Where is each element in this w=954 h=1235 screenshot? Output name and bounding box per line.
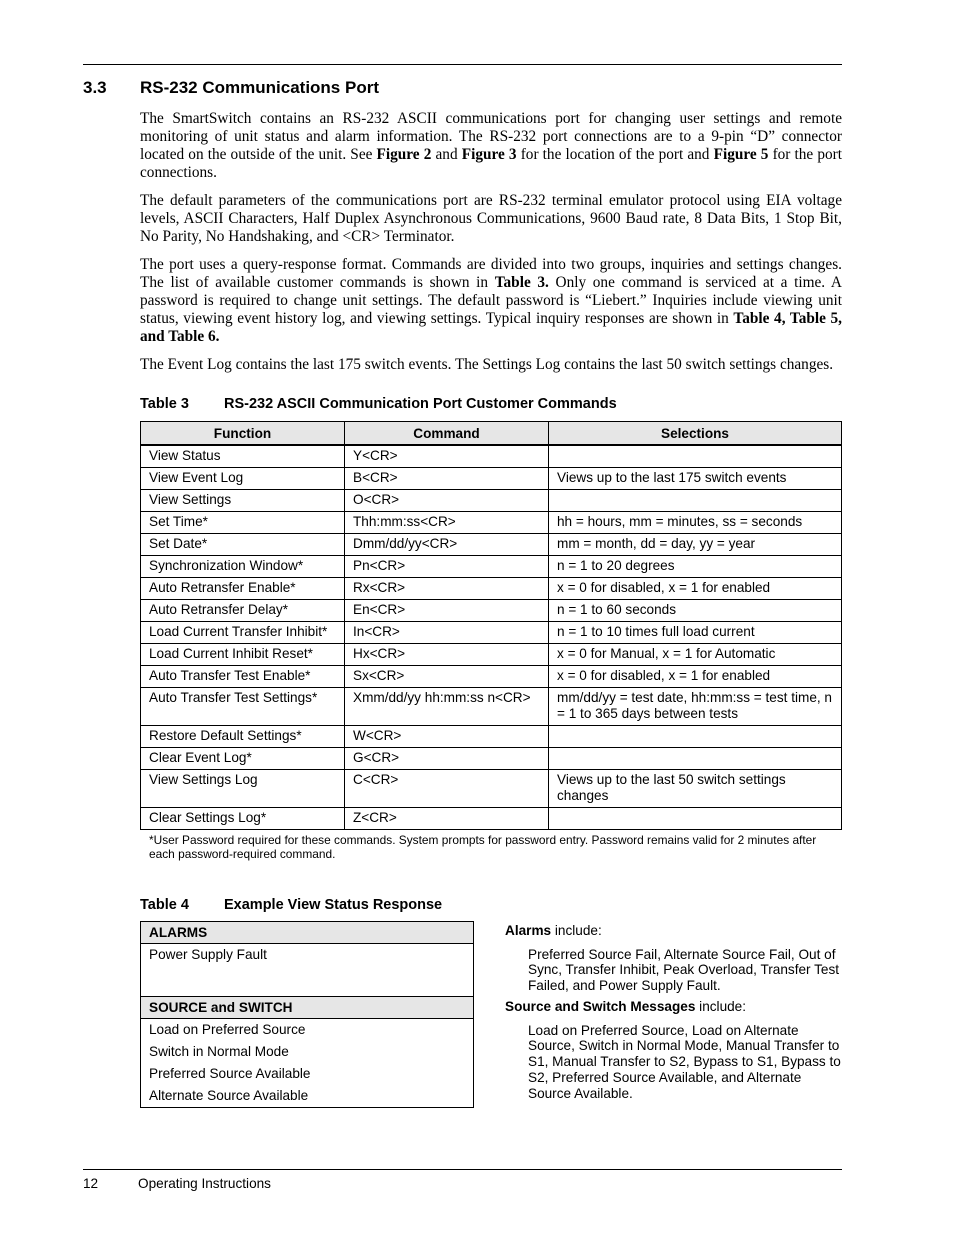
section-number: 3.3	[83, 78, 107, 97]
commands-table	[140, 421, 842, 830]
table-row	[141, 644, 842, 666]
alarms-note-body: Preferred Source Fail, Alternate Source Fail, Out of Sync, Transfer Inhibit, Peak Overload, Transfer Test Failed, and Power Supply Fault.	[528, 946, 840, 994]
cell-command: B<CR>	[345, 468, 549, 490]
table-4-caption	[140, 897, 442, 913]
cell-command: Hx<CR>	[345, 644, 549, 666]
paragraph-2: The default parameters of the communications port are RS-232 terminal emulator protocol using EIA voltage levels, ASCII Characters, Half Duplex Asynchronous Communications, 9600 Baud rate, 8 Data Bits, 1 Stop Bit, No Parity, No Handshaking, and <CR> Terminator.	[140, 192, 842, 245]
table-row	[141, 622, 842, 644]
table-3-title: RS-232 ASCII Communication Port Customer Commands	[224, 396, 617, 412]
cell-function: Clear Event Log*	[141, 748, 345, 770]
cell-command: O<CR>	[345, 490, 549, 512]
source-note-lead	[505, 999, 842, 1015]
source-item: Switch in Normal Mode	[141, 1041, 474, 1063]
column-header-command: Command	[345, 422, 549, 446]
cell-selections	[549, 490, 842, 512]
table-row	[141, 556, 842, 578]
cell-command: Thh:mm:ss<CR>	[345, 512, 549, 534]
column-header-function: Function	[141, 422, 345, 446]
cell-command: W<CR>	[345, 726, 549, 748]
p1-text-a: The SmartSwitch contains an RS-232 ASCII communications port for changing user settings and remote monitoring of unit status and alarm information. The RS-232 port connections are to a 9-pin “D” connector located on the outside of the unit. See	[140, 110, 842, 163]
figure-3-ref: Figure 3	[461, 146, 517, 163]
table-3-ref: Table 3.	[494, 274, 549, 291]
source-note-tail: include:	[695, 999, 747, 1014]
cell-selections: n = 1 to 10 times full load current	[549, 622, 842, 644]
source-note-body: Load on Preferred Source, Load on Alternate Source, Switch in Normal Mode, Manual Transfer to S1, Manual Transfer to S2, Bypass to S1, Bypass to S2, Preferred Source Available, and Alternate Source Available.	[528, 1022, 841, 1101]
table-row	[141, 770, 842, 808]
cell-command: Rx<CR>	[345, 578, 549, 600]
top-rule	[83, 64, 842, 65]
cell-command: Z<CR>	[345, 808, 549, 830]
column-header-selections: Selections	[549, 422, 842, 446]
p3-text-c: Only one command is serviced at a time. A password is required to change unit settings. The default password is “Liebert.” Inquiries include viewing unit status, viewing event history log, and viewing settings. Typical inquiry responses are shown in	[140, 274, 842, 327]
table-row	[141, 808, 842, 830]
cell-selections: mm = month, dd = day, yy = year	[549, 534, 842, 556]
table-row	[141, 600, 842, 622]
source-switch-header: SOURCE and SWITCH	[141, 997, 474, 1019]
section-title: RS-232 Communications Port	[140, 78, 379, 97]
alarms-note	[505, 923, 842, 994]
table-3-number: Table 3	[140, 396, 189, 412]
cell-selections: x = 0 for Manual, x = 1 for Automatic	[549, 644, 842, 666]
table-4-number: Table 4	[140, 897, 189, 913]
cell-function: Set Time*	[141, 512, 345, 534]
commands-table-header-row	[141, 422, 842, 446]
cell-function: Synchronization Window*	[141, 556, 345, 578]
cell-function: View Event Log	[141, 468, 345, 490]
source-item: Alternate Source Available	[141, 1085, 474, 1108]
cell-function: Clear Settings Log*	[141, 808, 345, 830]
table-4-title: Example View Status Response	[224, 897, 443, 913]
cell-selections	[549, 726, 842, 748]
cell-command: Sx<CR>	[345, 666, 549, 688]
table-row	[141, 578, 842, 600]
alarms-note-tail: include:	[551, 923, 602, 938]
figure-5-ref: Figure 5	[713, 146, 769, 163]
cell-selections	[549, 445, 842, 468]
cell-selections: hh = hours, mm = minutes, ss = seconds	[549, 512, 842, 534]
bottom-rule	[83, 1169, 842, 1170]
alarms-header: ALARMS	[141, 922, 474, 944]
table-row	[141, 666, 842, 688]
table-row	[141, 445, 842, 468]
cell-selections	[549, 748, 842, 770]
cell-function: View Status	[141, 445, 345, 468]
table-row	[141, 748, 842, 770]
cell-function: Auto Retransfer Enable*	[141, 578, 345, 600]
source-switch-note	[505, 999, 842, 1101]
source-item: Preferred Source Available	[141, 1063, 474, 1085]
p1-text-d: for the location of the port and	[516, 146, 714, 163]
paragraph-1	[140, 110, 842, 182]
table-row	[141, 688, 842, 726]
alarms-note-bold: Alarms	[505, 923, 552, 938]
cell-command: En<CR>	[345, 600, 549, 622]
cell-command: In<CR>	[345, 622, 549, 644]
cell-function: Auto Retransfer Delay*	[141, 600, 345, 622]
figure-2-ref: Figure 2	[376, 146, 432, 163]
p1-text-e: for the port connections.	[140, 146, 842, 181]
cell-selections: mm/dd/yy = test date, hh:mm:ss = test time, n = 1 to 365 days between tests	[549, 688, 842, 726]
cell-selections: n = 1 to 60 seconds	[549, 600, 842, 622]
source-note-bold: Source and Switch Messages	[505, 999, 696, 1014]
section-heading	[83, 78, 379, 98]
p1-text-c: and	[431, 146, 462, 163]
cell-function: View Settings	[141, 490, 345, 512]
cell-command: G<CR>	[345, 748, 549, 770]
cell-function: Load Current Inhibit Reset*	[141, 644, 345, 666]
cell-command: Y<CR>	[345, 445, 549, 468]
source-item: Load on Preferred Source	[141, 1019, 474, 1042]
cell-command: C<CR>	[345, 770, 549, 808]
paragraph-4: The Event Log contains the last 175 switch events. The Settings Log contains the last 50 switch settings changes.	[140, 356, 834, 373]
table-4-5-6-ref: Table 4, Table 5, and Table 6.	[140, 310, 843, 345]
paragraph-3	[140, 256, 842, 346]
page-number: 12	[83, 1176, 99, 1191]
cell-selections: Views up to the last 175 switch events	[549, 468, 842, 490]
alarms-note-lead	[505, 923, 842, 939]
cell-function: View Settings Log	[141, 770, 345, 808]
cell-command: Xmm/dd/yy hh:mm:ss n<CR>	[345, 688, 549, 726]
table-row	[141, 490, 842, 512]
table-row	[141, 512, 842, 534]
cell-command: Dmm/dd/yy<CR>	[345, 534, 549, 556]
cell-function: Auto Transfer Test Enable*	[141, 666, 345, 688]
alarm-item: Power Supply Fault	[141, 944, 474, 997]
table-3-footnote: *User Password required for these commands. System prompts for password entry. Password remains valid for 2 minutes after each password-required command.	[149, 833, 817, 861]
cell-function: Set Date*	[141, 534, 345, 556]
page-footer	[83, 1176, 271, 1191]
table-3-caption	[140, 396, 617, 412]
cell-function: Auto Transfer Test Settings*	[141, 688, 345, 726]
table-row	[141, 726, 842, 748]
cell-function: Restore Default Settings*	[141, 726, 345, 748]
status-table	[140, 921, 474, 1108]
p3-text-a: The port uses a query-response format. Commands are divided into two groups, inquiries and settings changes. The list of available customer commands is shown in	[140, 256, 842, 291]
cell-selections: x = 0 for disabled, x = 1 for enabled	[549, 578, 842, 600]
cell-selections: x = 0 for disabled, x = 1 for enabled	[549, 666, 842, 688]
table-row	[141, 534, 842, 556]
cell-command: Pn<CR>	[345, 556, 549, 578]
footer-label: Operating Instructions	[138, 1176, 271, 1191]
cell-selections: n = 1 to 20 degrees	[549, 556, 842, 578]
cell-function: Load Current Transfer Inhibit*	[141, 622, 345, 644]
cell-selections	[549, 808, 842, 830]
body-text	[140, 110, 842, 384]
table-row	[141, 468, 842, 490]
cell-selections: Views up to the last 50 switch settings changes	[549, 770, 842, 808]
